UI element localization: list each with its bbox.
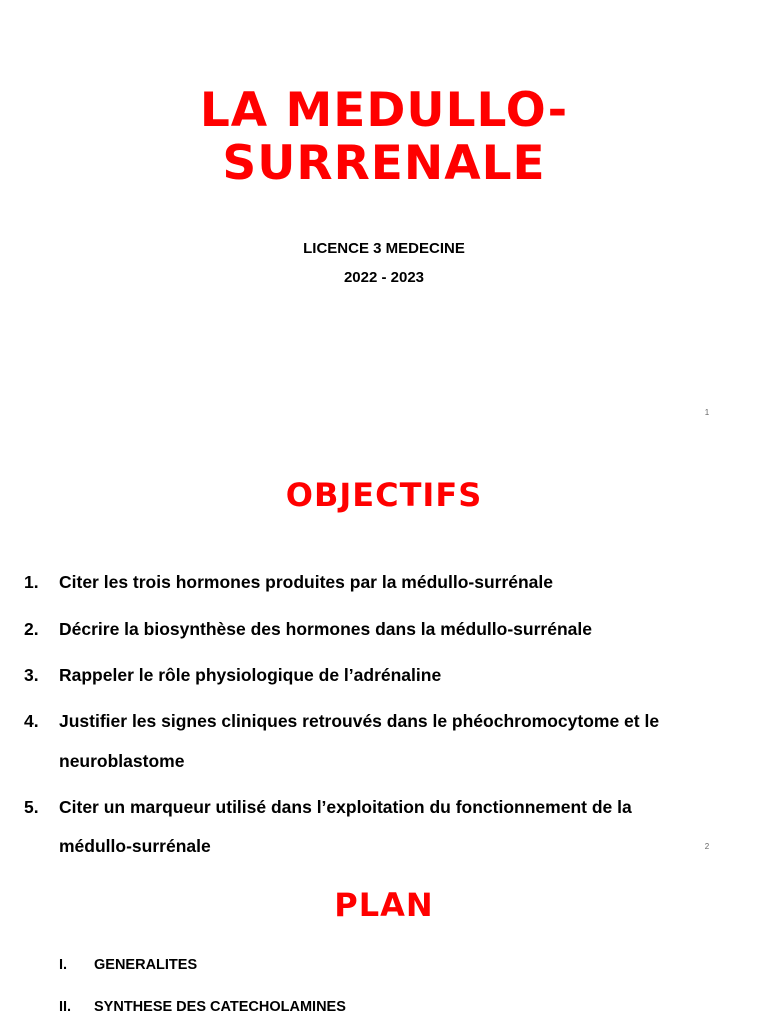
objective-text: Rappeler le rôle physiologique de l’adrénaline (59, 665, 442, 685)
objective-number: 1. (24, 572, 39, 592)
subtitle-year: 2022 - 2023 (343, 269, 425, 286)
objective-text: Citer les trois hormones produites par la médullo-surrénale (59, 572, 554, 592)
objective-text: médullo-surrénale (59, 836, 211, 856)
page-number: 2 (704, 842, 710, 851)
objective-text: Citer un marqueur utilisé dans l’exploitation du fonctionnement de la (59, 797, 632, 817)
objective-number: 5. (24, 797, 39, 817)
objective-number: 4. (24, 711, 39, 731)
objective-text: Décrire la biosynthèse des hormones dans la médullo-surrénale (59, 619, 592, 639)
plan-number: II. (59, 999, 72, 1015)
plan-label: SYNTHESE DES CATECHOLAMINES (94, 999, 346, 1015)
plan-number: I. (59, 957, 68, 973)
objective-text: neuroblastome (59, 751, 185, 771)
page-number: 1 (704, 408, 710, 417)
objective-text: Justifier les signes cliniques retrouvés dans le phéochromocytome et le (59, 711, 660, 731)
objective-number: 2. (24, 619, 39, 639)
subtitle-course: LICENCE 3 MEDECINE (303, 240, 465, 257)
slide-title-line-2: SURRENALE (222, 136, 546, 191)
objective-number: 3. (24, 665, 39, 685)
plan-label: GENERALITES (94, 957, 198, 973)
plan-heading: PLAN (334, 886, 434, 924)
slide-title-line-1: LA MEDULLO- (199, 83, 569, 138)
objectifs-heading: OBJECTIFS (285, 476, 483, 514)
